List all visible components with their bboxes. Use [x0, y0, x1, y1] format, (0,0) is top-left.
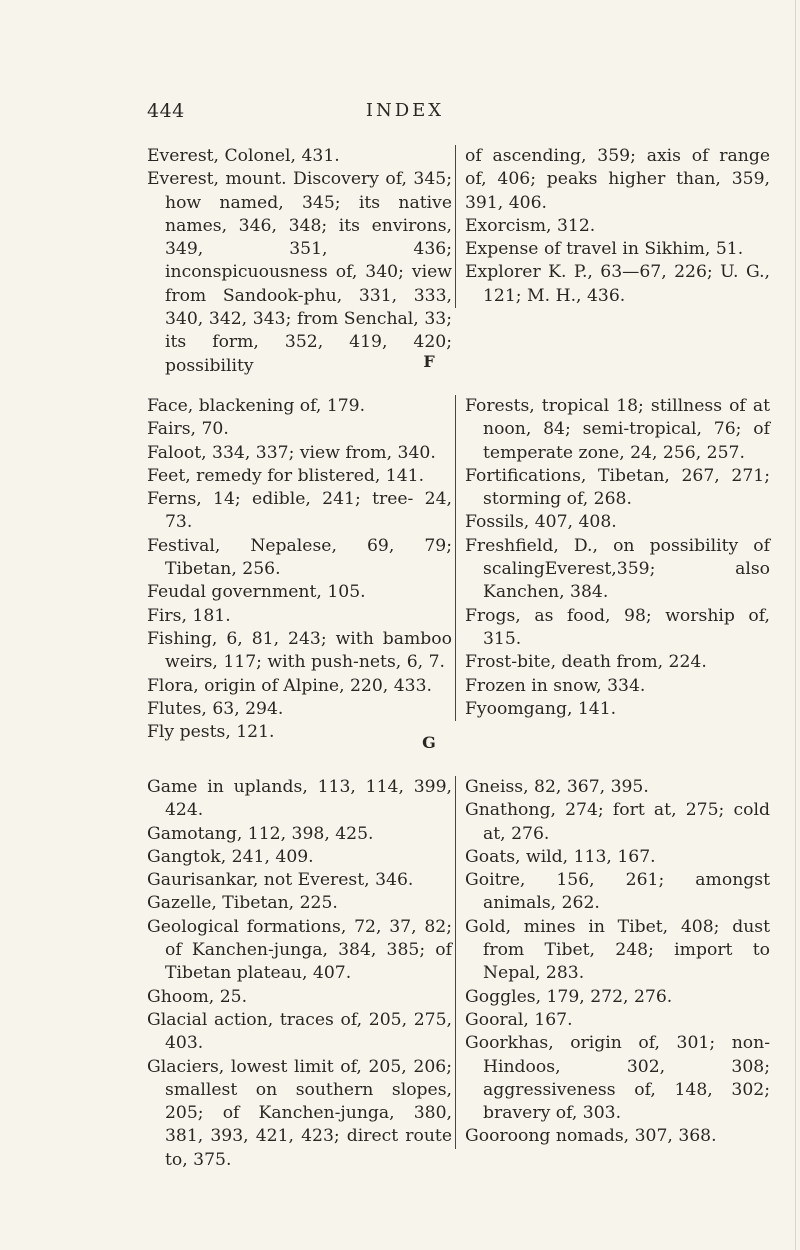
- index-entry: Flutes, 63, 294.: [147, 698, 284, 719]
- column-right: [455, 395, 770, 721]
- column-left: [147, 395, 452, 744]
- index-entry: Glaciers, lowest limit of, 205, 206; smallest on southern slopes, 205; of Kanchen-junga, 380, 381, 393, 421, 423; direct route to, 375.: [147, 1056, 452, 1170]
- index-entry: Goorkhas, origin of, 301; non-Hindoos, 302, 308; aggressiveness of, 148, 302; bravery of, 303.: [465, 1033, 770, 1124]
- index-entry: Glacial action, traces of, 205, 275, 403.: [147, 1009, 452, 1054]
- index-entry: Face, blackening of, 179.: [147, 396, 366, 416]
- index-entry: Gneiss, 82, 367, 395.: [465, 777, 649, 797]
- column-right: [455, 776, 770, 1149]
- index-entry: Gaurisankar, not Everest, 346.: [147, 870, 414, 891]
- section-f: [147, 395, 770, 743]
- index-entry: Exorcism, 312.: [465, 215, 596, 236]
- index-entry: Forests, tropical 18; stillness of at noon, 84; semi-tropical, 76; of temperate zone, 24, 256, 257.: [465, 396, 770, 463]
- index-entry: Feet, remedy for blistered, 141.: [147, 465, 425, 486]
- section-e: [147, 145, 770, 376]
- column-right: [455, 145, 770, 308]
- section-g: [147, 776, 770, 1170]
- index-entry: Explorer K. P., 63—67, 226; U. G., 121; M. H., 436.: [465, 262, 770, 306]
- index-entry: Gazelle, Tibetan, 225.: [147, 893, 338, 914]
- page-edge-line: [795, 0, 796, 1250]
- index-entry: Goggles, 179, 272, 276.: [465, 986, 673, 1007]
- index-entry: Frost-bite, death from, 224.: [465, 652, 707, 673]
- index-entry: Fly pests, 121.: [147, 722, 275, 743]
- index-entry: Fortifications, Tibetan, 267, 271; storming of, 268.: [465, 465, 770, 510]
- page-number: 444: [147, 100, 185, 122]
- index-entry: Gnathong, 274; fort at, 275; cold at, 276.: [465, 800, 770, 844]
- index-entry: Gold, mines in Tibet, 408; dust from Tibet, 248; import to Nepal, 283.: [465, 916, 770, 984]
- index-entry: Gangtok, 241, 409.: [147, 846, 314, 867]
- column-left: [147, 145, 452, 378]
- index-entry: Freshfield, D., on possibility of scalingEverest,359; also Kanchen, 384.: [465, 535, 770, 603]
- index-entry: Frozen in snow, 334.: [465, 675, 646, 696]
- index-entry: Gooroong nomads, 307, 368.: [465, 1126, 717, 1147]
- index-entry: Expense of travel in Sikhim, 51.: [465, 239, 744, 260]
- index-entry: Gamotang, 112, 398, 425.: [147, 823, 374, 844]
- letter-heading-f: F: [423, 352, 435, 371]
- index-entry: Frogs, as food, 98; worship of, 315.: [465, 605, 770, 649]
- running-head: INDEX: [365, 100, 445, 121]
- index-entry: Ferns, 14; edible, 241; tree- 24, 73.: [147, 489, 452, 533]
- index-entry: Fossils, 407, 408.: [465, 512, 617, 533]
- index-entry: Goats, wild, 113, 167.: [465, 846, 656, 867]
- index-entry: Gooral, 167.: [465, 1009, 573, 1030]
- index-entry: Everest, mount. Discovery of, 345; how named, 345; its native names, 346, 348; its environs, 349, 351, 436; inconspicuousness of, 340; view from Sandook-phu, 331, 333, 340, 342, 343; from Senchal, 33; its form, 352, 419, 420; possibility: [147, 169, 452, 376]
- column-left: [147, 776, 452, 1172]
- index-entry: Fyoomgang, 141.: [465, 698, 617, 719]
- index-entry: Fishing, 6, 81, 243; with bamboo weirs, 117; with push-nets, 6, 7.: [147, 628, 452, 673]
- letter-heading-g: G: [422, 733, 436, 752]
- index-entry: Faloot, 334, 337; view from, 340.: [147, 442, 436, 463]
- index-entry: Goitre, 156, 261; amongst animals, 262.: [465, 870, 770, 914]
- index-entry: Feudal government, 105.: [147, 582, 366, 603]
- index-entry: Firs, 181.: [147, 605, 231, 626]
- index-entry: Geological formations, 72, 37, 82; of Kanchen-junga, 384, 385; of Tibetan plateau, 407.: [147, 916, 452, 984]
- index-entry: Everest, Colonel, 431.: [147, 146, 340, 166]
- index-entry: Festival, Nepalese, 69, 79; Tibetan, 256.: [147, 535, 452, 580]
- index-entry: Ghoom, 25.: [147, 986, 248, 1007]
- index-entry: Flora, origin of Alpine, 220, 433.: [147, 675, 433, 696]
- index-entry: Fairs, 70.: [147, 419, 229, 440]
- index-entry: Game in uplands, 113, 114, 399, 424.: [147, 777, 452, 821]
- index-entry-continued: of ascending, 359; axis of range of, 406; peaks higher than, 359, 391, 406.: [465, 146, 770, 213]
